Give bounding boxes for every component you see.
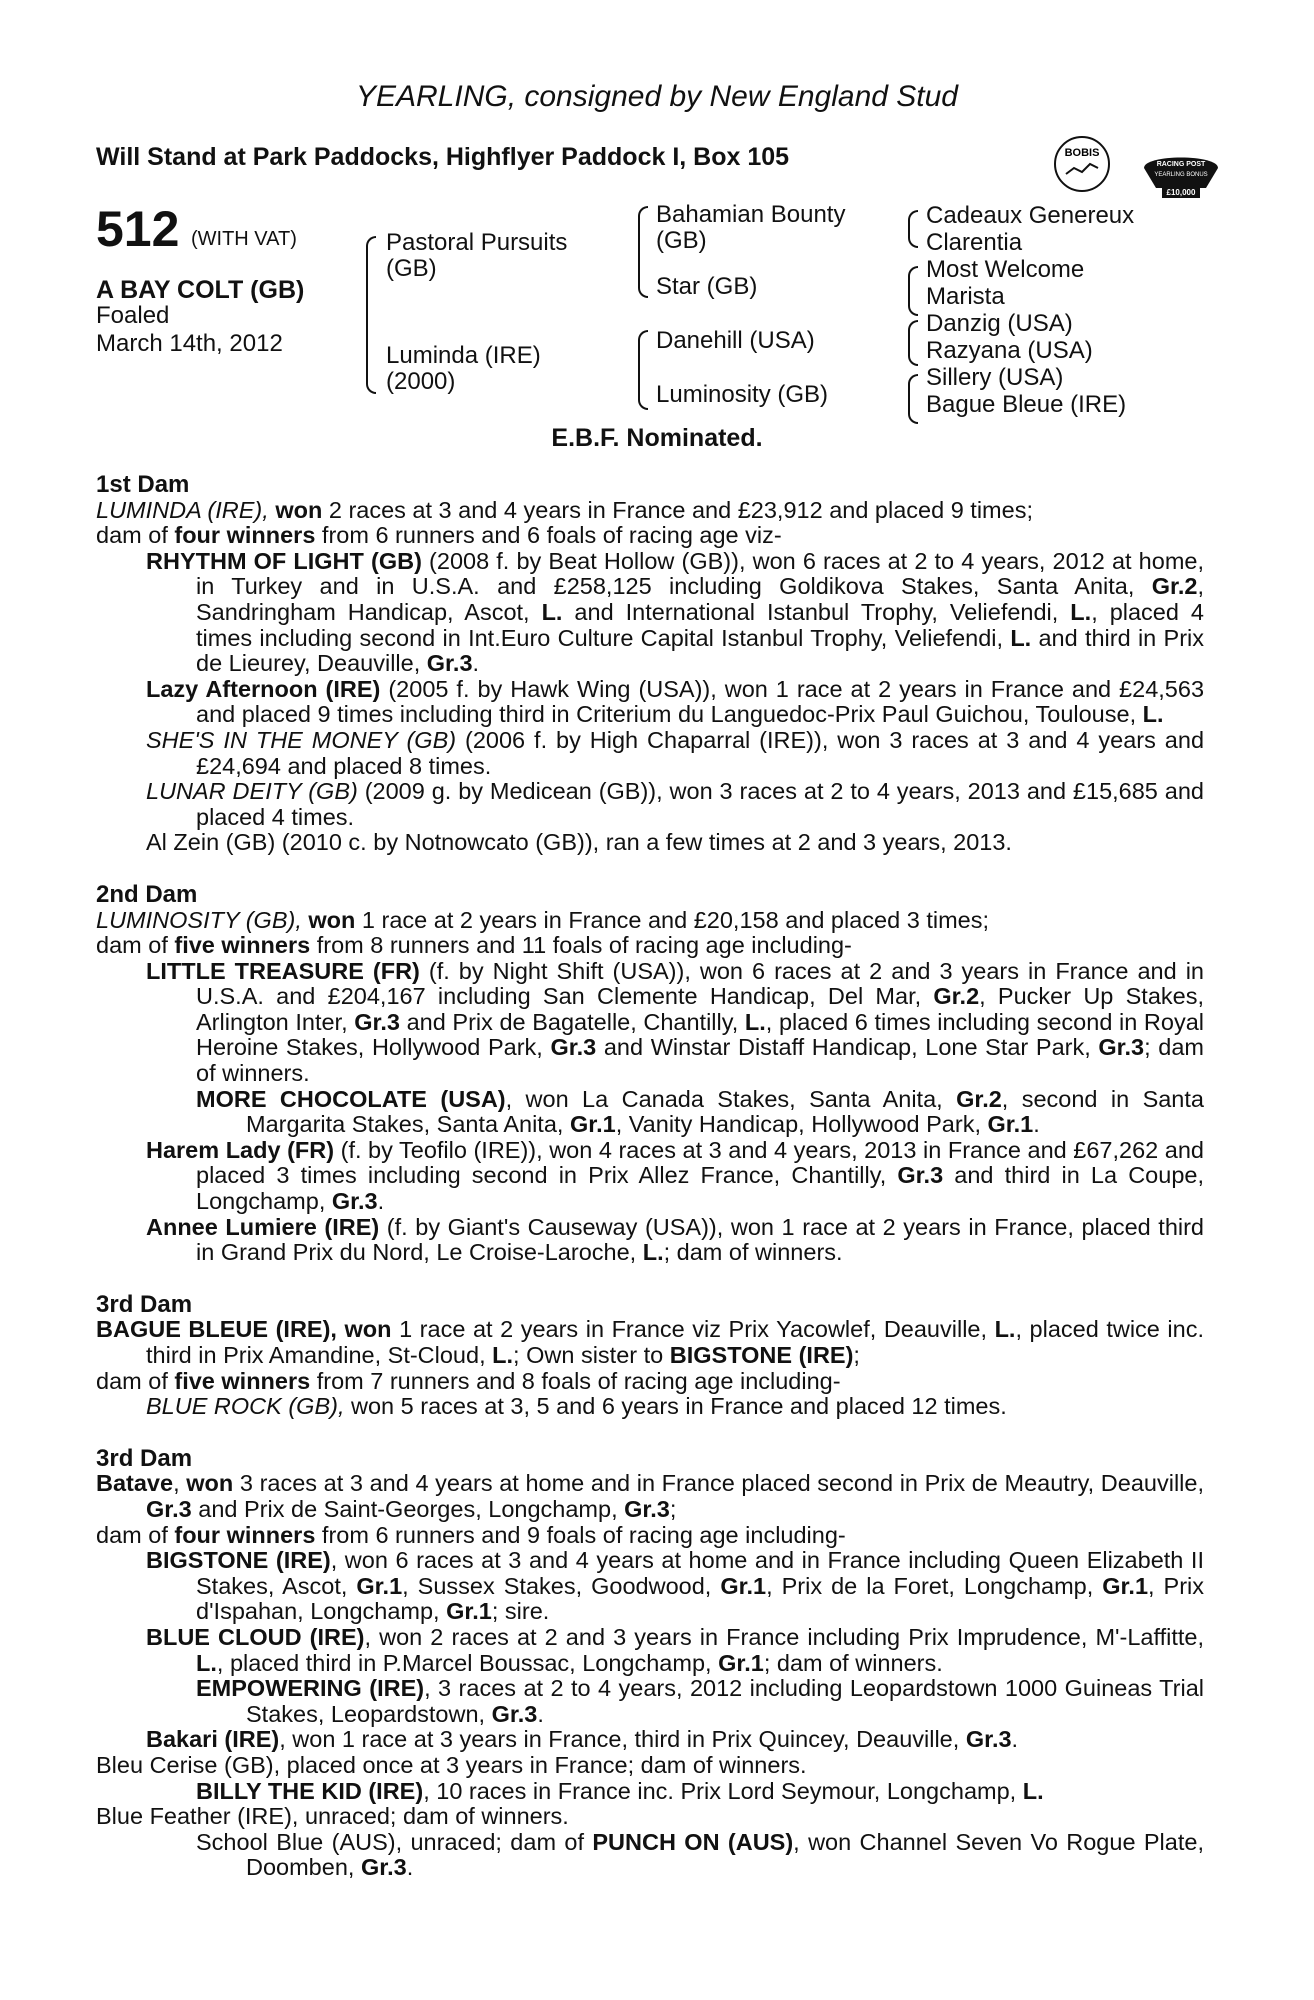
grade: Gr.3 (491, 1700, 538, 1727)
bobis-logo-text: BOBIS (1064, 147, 1100, 159)
text: . (472, 650, 480, 677)
grade: L. (642, 1239, 664, 1266)
horse-name: RHYTHM OF LIGHT (GB) (146, 547, 422, 574)
won: won (186, 1470, 234, 1497)
g8-name: Bague Bleue (IRE) (926, 391, 1127, 418)
grade: L. (744, 1008, 766, 1035)
pedigree-dam-sire: Danehill (USA) (656, 327, 815, 354)
grade: Gr.3 (1098, 1034, 1145, 1061)
text: , won 2 races at 2 and 3 years in France including Prix Imprudence, M'-Laffitte, (364, 1623, 1204, 1650)
produce-blue-feather: Blue Feather (IRE), unraced; dam of winners. (96, 1803, 569, 1830)
grade: Gr.2 (1151, 573, 1198, 600)
text: , Prix d'Ispahan, Longchamp, (196, 1572, 1205, 1625)
grade: L. (196, 1649, 217, 1676)
pedigree-sire-dam: Star (GB) (656, 273, 758, 300)
lot-description: A BAY COLT (GB) (96, 276, 305, 304)
dam-name: Luminda (IRE) (386, 342, 541, 369)
lot-number: 512 (96, 201, 180, 257)
dam-year: (2000) (386, 368, 456, 395)
produce-lazy-afternoon (96, 677, 1204, 728)
text: . (1011, 1726, 1019, 1753)
g2-name: Clarentia (926, 229, 1023, 256)
text: won 5 races at 3, 5 and 6 years in France and placed 12 times. (344, 1393, 1007, 1420)
bobis-logo (1052, 134, 1112, 194)
text: , won 6 races at 3 and 4 years at home and in France including Queen Elizabeth II Stakes, Ascot, (196, 1547, 1204, 1599)
text: , won La Canada Stakes, Santa Anita, (505, 1085, 957, 1112)
produce-more-chocolate (96, 1087, 1204, 1138)
grade: Gr.2 (933, 983, 980, 1010)
text: , Sandringham Handicap, Ascot, (196, 573, 1204, 625)
sire-country: (GB) (386, 255, 437, 282)
catalogue-title: YEARLING, consigned by New England Stud (355, 80, 958, 113)
produce-annee-lumiere (96, 1215, 1204, 1266)
text: ; sire. (491, 1598, 550, 1625)
produce-rhythm-of-light (96, 549, 1204, 677)
grade: Gr.1 (446, 1598, 492, 1625)
horse-name: LUNAR DEITY (GB) (146, 778, 358, 805)
horse-name: SHE'S IN THE MONEY (GB) (146, 726, 457, 753)
horse-name: BLUE CLOUD (IRE) (146, 1623, 365, 1650)
g5-name: Danzig (USA) (926, 310, 1073, 337)
produce-bigstone (96, 1548, 1204, 1625)
text: School Blue (AUS), unraced; dam of (196, 1828, 593, 1855)
text: . (537, 1700, 544, 1727)
pedigree-sire-sire (656, 202, 845, 254)
grade: Gr.3 (426, 650, 473, 677)
produce-school-blue (96, 1830, 1204, 1881)
won: won (275, 496, 323, 523)
produce-billy-the-kid (96, 1779, 1204, 1805)
produce-lunar-deity (96, 779, 1204, 830)
text: dam of (96, 1367, 175, 1394)
dam-name: LUMINOSITY (GB), (96, 906, 302, 933)
second-dam-heading: 2nd Dam (96, 880, 198, 908)
grade: Gr.1 (718, 1649, 764, 1676)
produce-bleu-cerise: Bleu Cerise (GB), placed once at 3 years in France; dam of winners. (96, 1751, 807, 1778)
dam-name: Batave (96, 1470, 174, 1497)
horse-name: BIGSTONE (IRE) (669, 1342, 854, 1368)
text: (2008 f. by Beat Hollow (GB)), won 6 races at 2 to 4 years, 2012 at home, in Turkey and in U.S.A. and £258,125 including Goldikova Stakes, Santa Anita, (196, 547, 1204, 600)
horse-name: BILLY THE KID (IRE) (196, 1777, 424, 1804)
racing-post-bonus-logo (1140, 144, 1222, 200)
bracket-sire (638, 206, 648, 298)
horse-name: EMPOWERING (IRE) (196, 1675, 425, 1702)
text: . (1033, 1111, 1040, 1138)
pedigree-dam-dam: Luminosity (GB) (656, 381, 829, 408)
g3-name: Most Welcome (926, 256, 1085, 283)
text: , second in Santa Margarita Stakes, Santa Anita, (246, 1085, 1204, 1138)
bracket-g2 (908, 266, 918, 316)
text: dam of (96, 522, 175, 549)
foaled-date: March 14th, 2012 (96, 330, 283, 357)
grade: Gr.2 (956, 1085, 1002, 1112)
g4-name: Marista (926, 283, 1005, 310)
dam-name: LUMINDA (IRE), (96, 496, 269, 523)
grade: L. (994, 1316, 1016, 1343)
grade: Gr.3 (624, 1495, 670, 1522)
second-dam-record (96, 908, 1204, 934)
third-dam-heading: 3rd Dam (96, 1290, 193, 1318)
text: (2005 f. by Hawk Wing (USA)), won 1 race at 2 years in France and £24,563 and placed 9 times including third in Criterium du Languedoc-Prix Paul Guichou, Toulouse, (196, 675, 1205, 728)
foaled-info (96, 302, 283, 358)
grade: Gr.3 (331, 1188, 378, 1215)
text: , won Channel Seven Vo Rogue Plate, Doomben, (246, 1828, 1204, 1881)
horse-name: Annee Lumiere (IRE) (146, 1213, 380, 1240)
bracket-parents (366, 236, 376, 394)
grade: Gr.3 (360, 1854, 407, 1881)
text: ; dam of winners. (663, 1239, 843, 1266)
horse-name: BLUE ROCK (GB), (146, 1393, 345, 1420)
grade: Gr.1 (1102, 1572, 1149, 1599)
pedigree-grandparents (926, 202, 1134, 418)
dam-name: BAGUE BLEUE (IRE), won (96, 1316, 392, 1343)
produce-blue-rock (96, 1394, 1204, 1420)
text: (2006 f. by High Chaparral (IRE)), won 3 races at 3 and 4 years and £24,694 and placed 8 times. (196, 726, 1205, 779)
text: 2 races at 3 and 4 years in France and £23,912 and placed 9 times; (322, 496, 1033, 523)
winners-count: four winners (174, 1521, 316, 1548)
third-dam-2-record (96, 1471, 1204, 1522)
bonus-amount-text: £10,000 (1166, 188, 1196, 197)
text: and International Istanbul Trophy, Veliefendi, (562, 598, 1071, 625)
horse-name: BIGSTONE (IRE) (146, 1547, 331, 1574)
text: (f. by Giant's Causeway (USA)), won 1 race at 2 years in France, placed third in Grand Prix du Nord, Le Croise-Laroche, (196, 1213, 1205, 1266)
winners-count: five winners (174, 1367, 311, 1394)
produce-shes-in-the-money (96, 728, 1204, 779)
horse-name: Lazy Afternoon (IRE) (146, 675, 381, 702)
horse-name: LITTLE TREASURE (FR) (146, 957, 420, 984)
text: from 7 runners and 8 foals of racing age including- (310, 1367, 841, 1394)
pedigree-dam (386, 343, 541, 395)
yearling-bonus-text: YEARLING BONUS (1154, 172, 1208, 178)
grade: Gr.1 (356, 1572, 403, 1599)
text: and Prix de Saint-Georges, Longchamp, (191, 1495, 625, 1522)
produce-harem-lady (96, 1138, 1204, 1215)
third-dam-record (96, 1317, 1204, 1368)
produce-bakari (96, 1727, 1204, 1753)
text: ; dam of winners. (196, 1034, 1205, 1087)
text: dam of (96, 932, 175, 959)
grade: L. (492, 1342, 514, 1368)
text: and Prix de Bagatelle, Chantilly, (399, 1008, 745, 1035)
grade: Gr.1 (987, 1111, 1034, 1138)
text: 1 race at 2 years in France and £20,158 and placed 3 times; (355, 906, 989, 933)
produce-blue-cloud (96, 1625, 1204, 1676)
text: from 6 runners and 6 foals of racing age viz- (315, 522, 782, 549)
text: ; (853, 1342, 860, 1368)
text: ; Own sister to (513, 1342, 670, 1368)
g7-name: Sillery (USA) (926, 364, 1064, 391)
sire-sire-name: Bahamian Bounty (656, 201, 846, 228)
pedigree-sire (386, 230, 567, 282)
produce-little-treasure (96, 959, 1204, 1087)
text: from 6 runners and 9 foals of racing age including- (315, 1521, 846, 1548)
text: from 8 runners and 11 foals of racing age including- (310, 932, 852, 959)
grade: L. (1142, 701, 1164, 728)
catalogue-body (96, 472, 1204, 1881)
grade: Gr.3 (897, 1162, 944, 1189)
grade: L. (1010, 624, 1032, 651)
first-dam-record (96, 498, 1204, 524)
text: 3 races at 3 and 4 years at home and in France placed second in Prix de Meautry, Deauville, (233, 1470, 1204, 1497)
text: , won 1 race at 3 years in France, third in Prix Quincey, Deauville, (279, 1726, 966, 1753)
vat-note: (WITH VAT) (191, 228, 297, 250)
racing-post-text: RACING POST (1156, 161, 1206, 168)
stand-location: Will Stand at Park Paddocks, Highflyer Paddock I, Box 105 (96, 143, 790, 171)
produce-empowering (96, 1676, 1204, 1727)
bracket-dam (638, 330, 648, 410)
text: , placed twice inc. third in Prix Amandine, St-Cloud, (146, 1316, 1204, 1368)
horse-name: Bakari (IRE) (146, 1726, 280, 1753)
g6-name: Razyana (USA) (926, 337, 1093, 364)
text: (2009 g. by Medicean (GB)), won 3 races at 2 to 4 years, 2013 and £15,685 and placed 4 times. (196, 778, 1204, 830)
text: dam of (96, 1521, 175, 1548)
text: , placed 4 times including second in Int.Euro Culture Capital Istanbul Trophy, Veliefendi, (196, 598, 1205, 651)
text: , 10 races in France inc. Prix Lord Seymour, Longchamp, (423, 1777, 1023, 1804)
grade: Gr.1 (569, 1111, 616, 1138)
foaled-label: Foaled (96, 302, 170, 329)
text: , (173, 1470, 187, 1497)
text: and third in La Coupe, Longchamp, (196, 1162, 1204, 1215)
horse-name: Harem Lady (FR) (146, 1136, 335, 1163)
first-dam-heading: 1st Dam (96, 471, 190, 498)
grade: Gr.3 (550, 1034, 597, 1061)
grade: Gr.3 (354, 1008, 400, 1035)
text: , Prix de la Foret, Longchamp, (766, 1572, 1103, 1599)
grade: L. (1022, 1777, 1044, 1804)
ebf-nomination: E.B.F. Nominated. (551, 424, 763, 452)
text: ; (669, 1495, 677, 1522)
bracket-g3 (908, 320, 918, 366)
text: 1 race at 2 years in France viz Prix Yacowlef, Deauville, (391, 1316, 995, 1343)
sire-sire-country: (GB) (656, 227, 707, 254)
first-dam-produce-summary (96, 523, 1204, 549)
text: . (406, 1854, 414, 1881)
third-dam-2-produce-summary (96, 1523, 1204, 1549)
bracket-g4 (908, 374, 918, 424)
produce-al-zein: Al Zein (GB) (2010 c. by Notnowcato (GB)), ran a few times at 2 and 3 years, 2013. (146, 829, 1012, 856)
text: (f. by Teofilo (IRE)), won 4 races at 3 and 4 years, 2013 in France and £67,262 and placed 3 times including second in Prix Allez France, Chantilly, (196, 1136, 1204, 1189)
winners-count: four winners (174, 522, 316, 549)
text: ; dam of winners. (763, 1649, 943, 1676)
text: and Winstar Distaff Handicap, Lone Star Park, (596, 1034, 1099, 1061)
horse-name: PUNCH ON (AUS) (592, 1828, 794, 1855)
horse-name: MORE CHOCOLATE (USA) (196, 1085, 506, 1112)
g1-name: Cadeaux Genereux (926, 202, 1135, 229)
text: , Pucker Up Stakes, Arlington Inter, (196, 983, 1204, 1035)
winners-count: five winners (174, 932, 311, 959)
text: , Vanity Handicap, Hollywood Park, (615, 1111, 988, 1138)
text: (f. by Night Shift (USA)), won 6 races at 2 and 3 years in France and in U.S.A. and £204,167 including San Clemente Handicap, Del Mar, (196, 957, 1204, 1010)
text: , placed 6 times including second in Royal Heroine Stakes, Hollywood Park, (196, 1008, 1204, 1061)
bracket-g1 (908, 210, 918, 248)
grade: Gr.3 (146, 1495, 192, 1522)
sire-name: Pastoral Pursuits (386, 229, 568, 256)
grade: L. (541, 598, 563, 625)
text: , 3 races at 2 to 4 years, 2012 including Leopardstown 1000 Guineas Trial Stakes, Leopardstown, (246, 1675, 1204, 1727)
second-dam-produce-summary (96, 933, 1204, 959)
text: , placed third in P.Marcel Boussac, Longchamp, (216, 1649, 719, 1676)
text: . (377, 1188, 385, 1215)
text: , Sussex Stakes, Goodwood, (402, 1572, 721, 1599)
text: and third in Prix de Lieurey, Deauville, (196, 624, 1204, 677)
third-dam-heading-2: 3rd Dam (96, 1444, 193, 1472)
grade: Gr.1 (720, 1572, 767, 1599)
grade: L. (1070, 598, 1092, 625)
grade: Gr.3 (965, 1726, 1012, 1753)
third-dam-produce-summary (96, 1369, 1204, 1395)
won: won (308, 906, 356, 933)
